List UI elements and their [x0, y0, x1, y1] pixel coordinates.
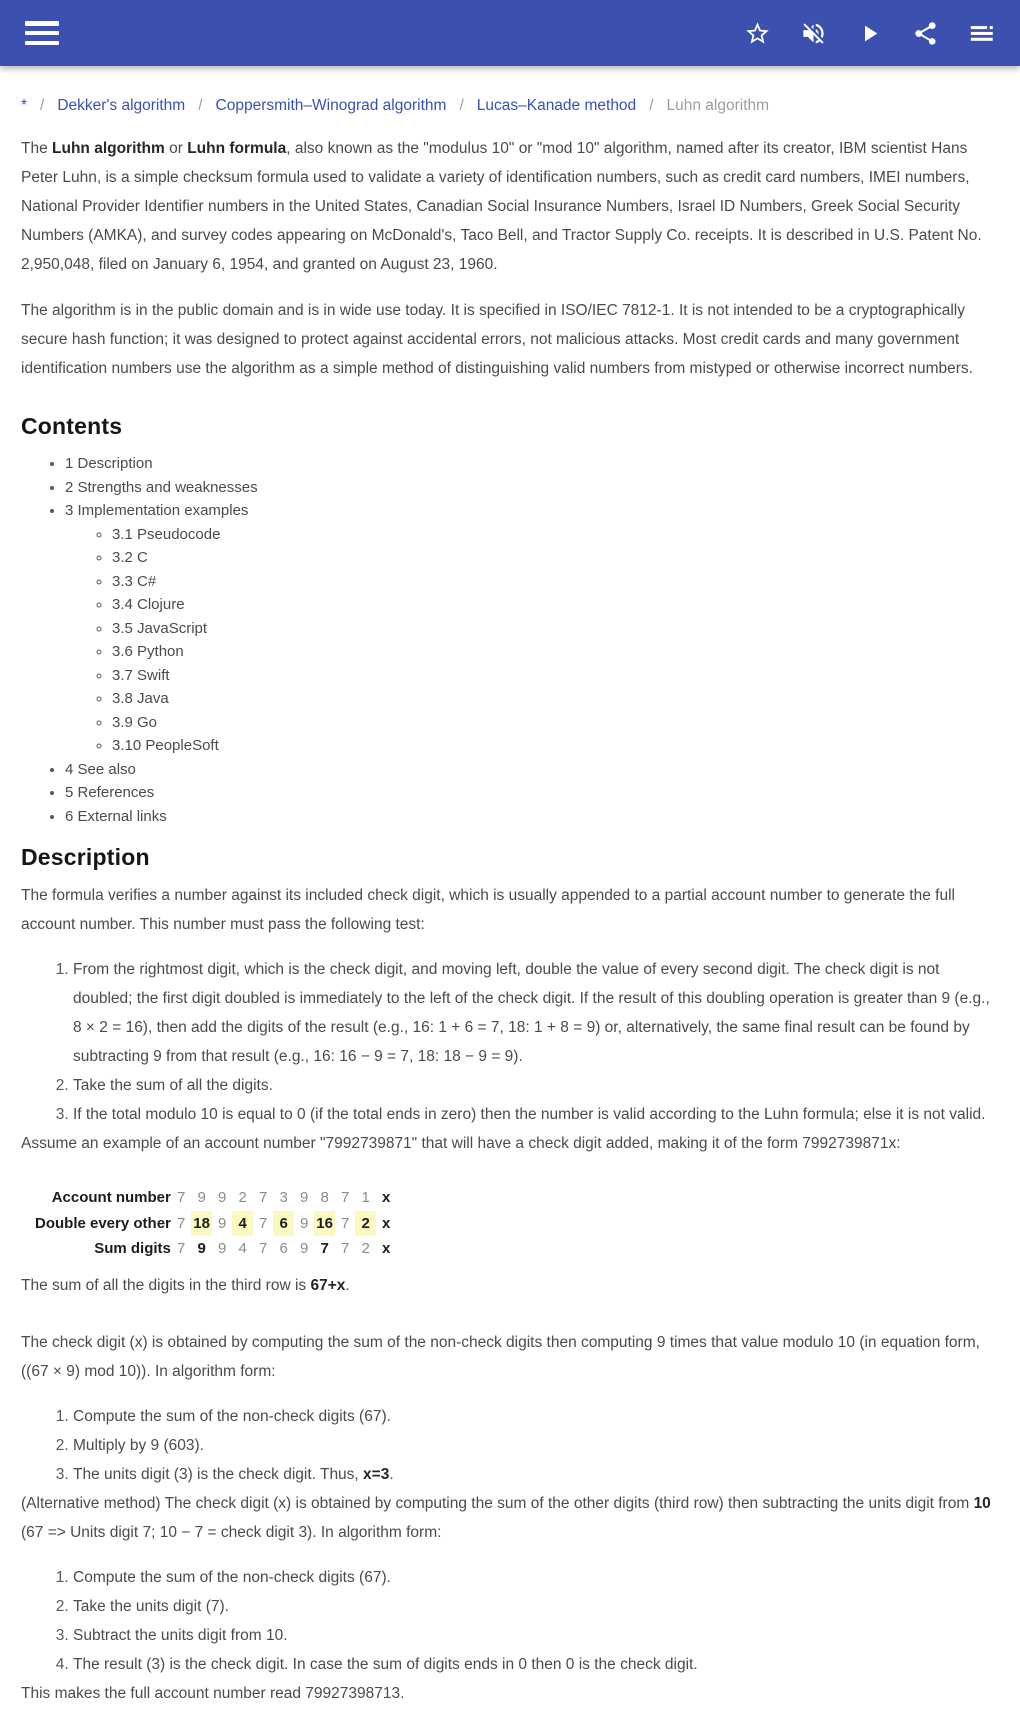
breadcrumb-separator: / [198, 97, 203, 114]
article-title-bold: Luhn algorithm [52, 140, 165, 157]
breadcrumb-separator: / [459, 97, 464, 114]
share-icon[interactable] [911, 19, 939, 47]
digit-cell: 1 [361, 1189, 370, 1207]
digit-cell: 7 [258, 1214, 268, 1232]
digit-cell: 7 [176, 1214, 186, 1232]
toc-item-external-links[interactable]: • 6 External links [65, 805, 999, 829]
table-row-sum-digits [35, 1236, 396, 1262]
list-item: 3. If the total modulo 10 is equal to 0 (if the total ends in zero) then the number is valid according to the Luhn formula; else it is not valid. [73, 1100, 999, 1129]
digit-cell: 4 [238, 1240, 247, 1258]
intro-paragraph-2: The algorithm is in the public domain and is in wide use today. It is specified in ISO/IEC 7812-1. It is not intended to be a cryptographically secure hash function; it was designed to protect against accidental errors, not malicious attacks. Most credit cards and many government identification numbers use the algorithm as a simple method of distinguishing valid numbers from mistyped or otherwise incorrect numbers. [21, 302, 973, 377]
description-heading: Description [21, 844, 150, 870]
list-item: 3. The units digit (3) is the check digit. Thus, x=3. [73, 1460, 999, 1489]
list-item: 2. Take the units digit (7). [73, 1592, 999, 1621]
toc-item-strengths[interactable]: • 2 Strengths and weaknesses [65, 476, 999, 500]
breadcrumb-link-dekker[interactable]: Dekker's algorithm [57, 97, 186, 114]
digit-cell: 7 [340, 1240, 350, 1258]
digit-cell: 9 [217, 1240, 227, 1258]
toc-item-go[interactable]: ◦ 3.9 Go [112, 711, 999, 735]
digit-cell: 7 [258, 1240, 268, 1258]
intro-paragraph-1: The Luhn algorithm or Luhn formula, also known as the "modulus 10" or "mod 10" algorithm, named after its creator, IBM scientist Hans Peter Luhn, is a simple checksum formula used to validate a variety of identification numbers, such as credit card numbers, IMEI numbers, National Provider Identifier numbers in the United States, Canadian Social Insurance Numbers, Israel ID Numbers, Greek Social Security Numbers (AMKA), and survey codes appearing on McDonald's, Taco Bell, and Tractor Supply Co. receipts. It is described in U.S. Patent No. 2,950,048, filed on January 6, 1954, and granted on August 23, 1960. [21, 140, 982, 273]
sum-result-text: The sum of all the digits in the third row is 67+x. [21, 1276, 350, 1294]
doubled-digit-cell: 18 [191, 1211, 212, 1237]
toc-item-java[interactable]: ◦ 3.8 Java [112, 687, 999, 711]
check-digit-cell: x [381, 1189, 391, 1207]
contents-heading: Contents [21, 413, 123, 439]
check-digit-result-bold: x=3 [363, 1465, 390, 1483]
assume-example-text: Assume an example of an account number "7992739871" that will have a check digit added, making it of the form 7992739871x: [21, 1135, 901, 1152]
row-label: Account number [51, 1189, 171, 1207]
summed-digit-cell: 7 [320, 1240, 329, 1258]
closing-text: This makes the full account number read 79927398713. [21, 1684, 405, 1702]
toc-item-see-also[interactable]: • 4 See also [65, 758, 999, 782]
toc-item-pseudocode[interactable]: ◦ 3.1 Pseudocode [112, 523, 999, 547]
digit-cell: 7 [176, 1189, 186, 1207]
validation-steps-list [21, 955, 999, 1129]
breadcrumb-current-page: Luhn algorithm [666, 97, 770, 114]
list-item: 3. Subtract the units digit from 10. [73, 1621, 999, 1650]
algorithm-form-list-1 [21, 1402, 999, 1489]
sum-value-bold: 67+x [310, 1276, 346, 1294]
ten-bold: 10 [973, 1494, 991, 1512]
digit-cell: 6 [279, 1240, 288, 1258]
list-item: 4. The result (3) is the check digit. In case the sum of digits ends in 0 then 0 is the check digit. [73, 1650, 999, 1679]
luhn-example-table [35, 1185, 396, 1262]
toc-item-swift[interactable]: ◦ 3.7 Swift [112, 664, 999, 688]
toc-item-implementation[interactable]: • 3 Implementation examples ◦ 3.1 Pseudocode ◦ 3.2 C ◦ 3.3 C# ◦ 3.4 Clojure ◦ 3.5 JavaScript ◦ 3.6 Python ◦ 3.7 Swift ◦ 3.8 Java ◦ 3.9 Go ◦ 3.10 PeopleSoft [65, 499, 999, 758]
digit-cell: 7 [176, 1240, 186, 1258]
digit-cell: 9 [217, 1189, 227, 1207]
table-row-double-every-other [35, 1211, 396, 1237]
summed-digit-cell: 9 [197, 1240, 206, 1258]
digit-cell: 7 [340, 1214, 350, 1232]
breadcrumb-link-lucas-kanade[interactable]: Lucas–Kanade method [476, 97, 637, 114]
contents-sublist [65, 523, 999, 758]
digit-cell: 9 [299, 1240, 309, 1258]
list-item: 2. Multiply by 9 (603). [73, 1431, 999, 1460]
breadcrumb-link-coppersmith[interactable]: Coppersmith–Winograd algorithm [215, 97, 447, 114]
toc-item-peoplesoft[interactable]: ◦ 3.10 PeopleSoft [112, 734, 999, 758]
digit-cell: 9 [217, 1214, 227, 1232]
breadcrumb-separator: / [649, 97, 654, 114]
menu-icon[interactable] [25, 21, 59, 45]
digit-cell: 9 [197, 1189, 206, 1207]
digit-cell: 9 [299, 1189, 309, 1207]
article-list-icon[interactable] [967, 19, 995, 47]
app-bar [0, 0, 1020, 66]
appbar-actions [743, 19, 995, 47]
breadcrumb [21, 95, 999, 117]
doubled-digit-cell: 16 [314, 1211, 335, 1237]
contents-list [21, 452, 999, 828]
row-label: Sum digits [94, 1240, 171, 1258]
digit-cell: 7 [258, 1189, 268, 1207]
check-digit-paragraph: The check digit (x) is obtained by computing the sum of the non-check digits then computing 9 times that value modulo 10 (in equation form, ((67 × 9) mod 10)). In algorithm form: [21, 1333, 980, 1380]
digit-cell: 7 [340, 1189, 350, 1207]
toc-item-c[interactable]: ◦ 3.2 C [112, 546, 999, 570]
breadcrumb-separator: / [40, 97, 45, 114]
list-item: 2. Take the sum of all the digits. [73, 1071, 999, 1100]
digit-cell: 9 [299, 1214, 309, 1232]
doubled-digit-cell: 4 [232, 1211, 253, 1237]
toc-item-python[interactable]: ◦ 3.6 Python [112, 640, 999, 664]
check-digit-cell: x [381, 1214, 391, 1232]
table-row-account-number [35, 1185, 396, 1211]
list-item: 1. From the rightmost digit, which is the check digit, and moving left, double the value of every second digit. The check digit is not doubled; the first digit doubled is immediately to the left of the check digit. If the result of this doubling operation is greater than 9 (e.g., 8 × 2 = 16), then add the digits of the result (e.g., 16: 1 + 6 = 7, 18: 1 + 8 = 9) or, alternatively, the same final result can be found by subtracting 9 from that result (e.g., 16: 16 − 9 = 7, 18: 18 − 9 = 9). [73, 955, 999, 1071]
play-icon[interactable] [855, 19, 883, 47]
toc-item-references[interactable]: • 5 References [65, 781, 999, 805]
alternative-method-paragraph: (Alternative method) The check digit (x) is obtained by computing the sum of the other digits (third row) then subtracting the units digit from 10 (67 => Units digit 7; 10 − 7 = check digit 3). In algorithm form: [21, 1494, 991, 1541]
toc-item-csharp[interactable]: ◦ 3.3 C# [112, 570, 999, 594]
star-outline-icon[interactable] [743, 19, 771, 47]
list-item: 1. Compute the sum of the non-check digits (67). [73, 1402, 999, 1431]
article-alt-title-bold: Luhn formula [187, 140, 287, 157]
digit-cell: 3 [279, 1189, 288, 1207]
breadcrumb-root-link[interactable]: * [21, 97, 28, 114]
check-digit-cell: x [381, 1240, 391, 1258]
toc-item-javascript[interactable]: ◦ 3.5 JavaScript [112, 617, 999, 641]
digit-cell: 2 [361, 1240, 370, 1258]
toc-item-description[interactable]: • 1 Description [65, 452, 999, 476]
digit-cell: 2 [238, 1189, 247, 1207]
article-content [0, 95, 1020, 1734]
row-label: Double every other [35, 1214, 171, 1232]
digit-cell: 8 [320, 1189, 329, 1207]
doubled-digit-cell: 6 [273, 1211, 294, 1237]
toc-item-clojure[interactable]: ◦ 3.4 Clojure [112, 593, 999, 617]
algorithm-form-list-2 [21, 1563, 999, 1679]
list-item: 1. Compute the sum of the non-check digits (67). [73, 1563, 999, 1592]
description-intro: The formula verifies a number against its included check digit, which is usually appended to a partial account number to generate the full account number. This number must pass the following test: [21, 887, 955, 933]
doubled-digit-cell: 2 [355, 1211, 376, 1237]
volume-off-icon[interactable] [799, 19, 827, 47]
